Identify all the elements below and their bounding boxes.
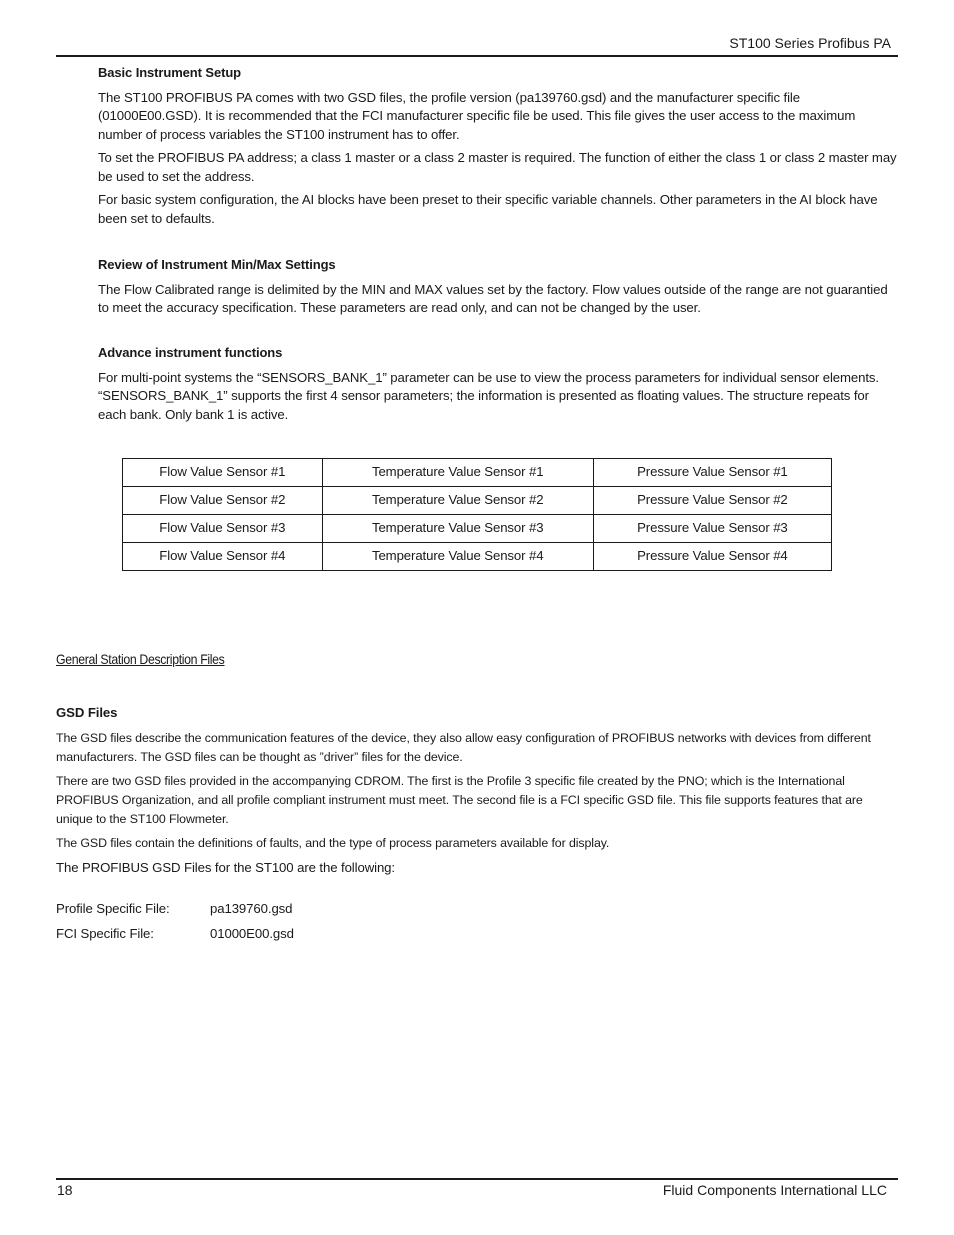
running-header: ST100 Series Profibus PA <box>729 35 891 51</box>
minmax-paragraph: The Flow Calibrated range is delimited by the MIN and MAX values set by the factory. Flow values outside of the range are not guarantied to meet the accuracy specification. These parameters are read only, and can not be changed by the user. <box>98 281 888 316</box>
table-cell: Pressure Value Sensor #3 <box>593 515 831 543</box>
gsd-paragraph-2: There are two GSD files provided in the accompanying CDROM. The first is the Profile 3 specific file created by the PNO; which is the International PROFIBUS Organization, and all profile compliant instrument must meet. The second file is a FCI specific GSD file. This file supports features that are unique to the ST100 Flowmeter. <box>56 774 863 826</box>
header-rule <box>56 55 898 57</box>
table-row <box>123 459 832 487</box>
gsd-paragraph-1: The GSD files describe the communication features of the device, they also allow easy configuration of PROFIBUS networks with devices from different manufacturers. The GSD files can be thought as ”driver” files for the device. <box>56 731 871 764</box>
gsd-intro: The PROFIBUS GSD Files for the ST100 are the following: <box>56 860 395 875</box>
basic-setup-paragraph-3: For basic system configuration, the AI blocks have been preset to their specific variable channels. Other parameters in the AI block have been set to defaults. <box>98 192 878 226</box>
file-row-profile <box>56 900 292 919</box>
basic-setup-heading: Basic Instrument Setup <box>98 65 241 80</box>
table-cell: Flow Value Sensor #4 <box>123 543 323 571</box>
file-value: pa139760.gsd <box>210 901 293 916</box>
table-cell: Flow Value Sensor #2 <box>123 487 323 515</box>
file-row-fci <box>56 925 294 944</box>
gsd-heading: GSD Files <box>56 705 118 720</box>
footer-rule <box>56 1178 898 1180</box>
advance-paragraph: For multi-point systems the “SENSORS_BANK_1” parameter can be use to view the process parameters for individual sensor elements. “SENSORS_BANK_1” supports the first 4 sensor parameters; the information is presented as floating values. The structure repeats for each bank. Only bank 1 is active. <box>98 369 879 423</box>
table-cell: Temperature Value Sensor #1 <box>322 459 593 487</box>
table-row <box>123 487 832 515</box>
basic-setup-paragraph-1: The ST100 PROFIBUS PA comes with two GSD files, the profile version (pa139760.gsd) and the manufacturer specific file (01000E00.GSD). It is recommended that the FCI manufacturer specific file be used. This file gives the user access to the maximum number of process variables the ST100 instrument has to offer. <box>98 89 856 143</box>
gsd-section-heading: General Station Description Files <box>56 651 225 667</box>
table-cell: Pressure Value Sensor #2 <box>593 487 831 515</box>
table-cell: Temperature Value Sensor #4 <box>322 543 593 571</box>
page-number: 18 <box>57 1182 73 1198</box>
table-row <box>123 543 832 571</box>
basic-setup-paragraph-2: To set the PROFIBUS PA address; a class 1 master or a class 2 master is required. The function of either the class 1 or class 2 master may be used to set the address. <box>98 150 897 185</box>
file-value: 01000E00.gsd <box>210 926 294 941</box>
table-cell: Pressure Value Sensor #1 <box>593 459 831 487</box>
table-cell: Pressure Value Sensor #4 <box>593 543 831 571</box>
advance-section <box>98 344 898 429</box>
footer-company: Fluid Components International LLC <box>662 1182 887 1198</box>
table-row <box>123 515 832 543</box>
file-label: Profile Specific File: <box>56 901 170 916</box>
advance-heading: Advance instrument functions <box>98 345 283 360</box>
minmax-heading: Review of Instrument Min/Max Settings <box>98 257 336 272</box>
minmax-section <box>98 256 898 323</box>
table-cell: Flow Value Sensor #1 <box>123 459 323 487</box>
table-cell: Flow Value Sensor #3 <box>123 515 323 543</box>
sensor-bank-table <box>122 458 832 571</box>
file-label: FCI Specific File: <box>56 926 154 941</box>
table-cell: Temperature Value Sensor #3 <box>322 515 593 543</box>
table-cell: Temperature Value Sensor #2 <box>322 487 593 515</box>
gsd-section <box>56 703 898 882</box>
basic-setup-section <box>98 64 898 233</box>
gsd-paragraph-3: The GSD files contain the definitions of faults, and the type of process parameters available for display. <box>56 836 610 850</box>
